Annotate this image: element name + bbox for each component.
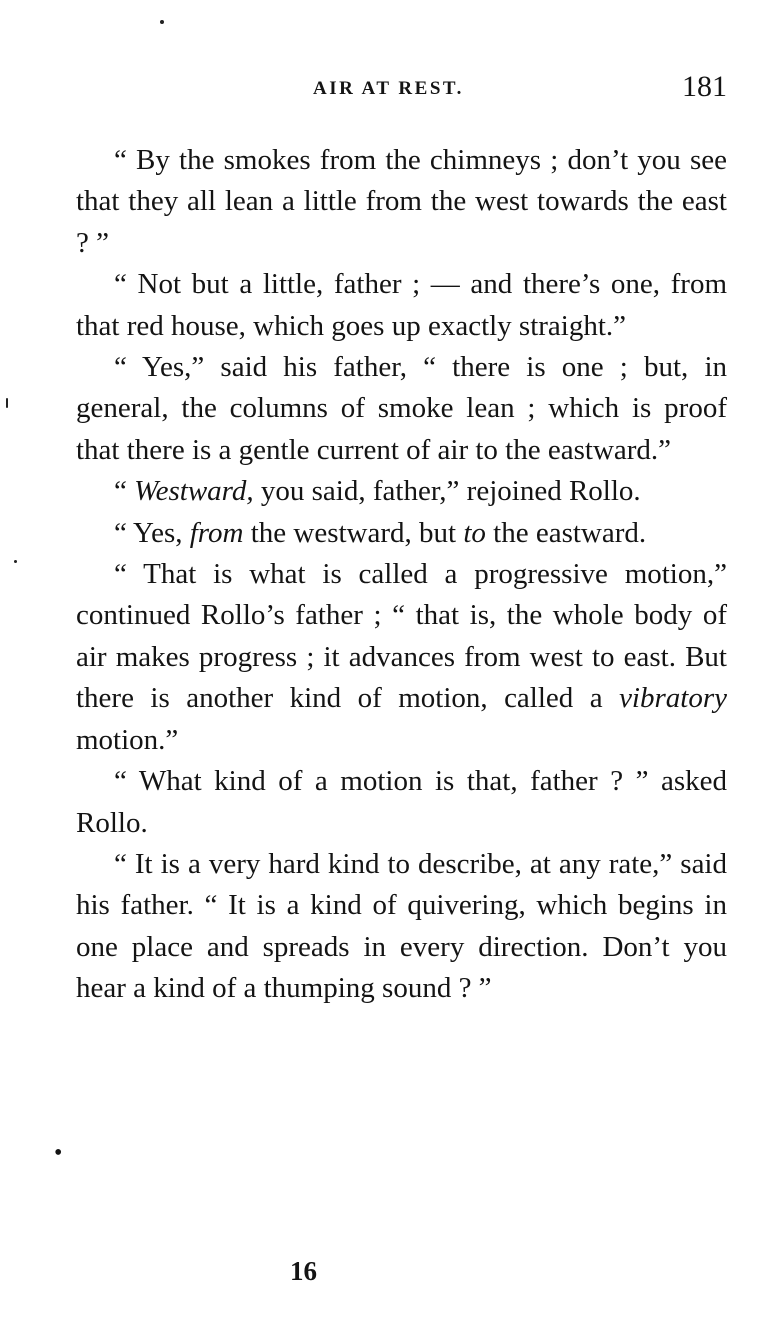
ink-speck (160, 20, 164, 24)
text-run: motion.” (76, 723, 179, 756)
text-run: the westward, but (243, 516, 464, 549)
text-run: “ By the smokes from the chimneys ; don’t you see that they all lean a little from the west towards the east ? ” (76, 144, 727, 259)
paragraph (76, 761, 727, 844)
text-run: you said, father,” rejoined Rollo. (253, 475, 641, 508)
text-run: “ That is what is called a progressive motion,” continued Rollo’s father ; “ that is, the whole body of air makes progress ; it advances from west to east. But there is another kind of motion, called a (76, 558, 727, 715)
ink-speck (6, 398, 8, 408)
paragraph (76, 554, 727, 761)
paragraph (76, 844, 727, 1010)
text-run: “ Yes, (114, 516, 190, 549)
paragraph (76, 140, 727, 264)
page-header (76, 72, 727, 112)
margin-mark: • (54, 1140, 63, 1166)
paragraph (76, 513, 727, 554)
page-number: 181 (682, 70, 727, 103)
text-run: “ It is a very hard kind to describe, at any rate,” said his father. “ It is a kind of quivering, which begins in one place and spreads in every direction. Don’t you hear a kind of a thumping sound ? ” (76, 847, 727, 1005)
italic-text: to (463, 516, 486, 549)
italic-text: Westward, (134, 475, 254, 508)
text-run: “ Not but a little, father ; — and there’s one, from that red house, which goes up exactly straight.” (76, 268, 727, 342)
paragraph (76, 471, 727, 512)
running-head: AIR AT REST. (313, 78, 464, 99)
italic-text: vibratory (619, 682, 727, 715)
paragraph (76, 264, 727, 347)
italic-text: from (189, 516, 244, 549)
ink-speck (14, 560, 17, 563)
text-run: “ Yes,” said his father, “ there is one ; but, in general, the columns of smoke lean ; which is proof that there is a gentle current of air to the eastward.” (76, 351, 727, 466)
signature-mark: 16 (290, 1256, 317, 1286)
text-run: “ What kind of a motion is that, father ? ” asked Rollo. (76, 765, 727, 839)
body-text (76, 140, 727, 1010)
text-run: the eastward. (485, 516, 647, 549)
paragraph (76, 347, 727, 471)
text-run: “ (114, 475, 135, 508)
